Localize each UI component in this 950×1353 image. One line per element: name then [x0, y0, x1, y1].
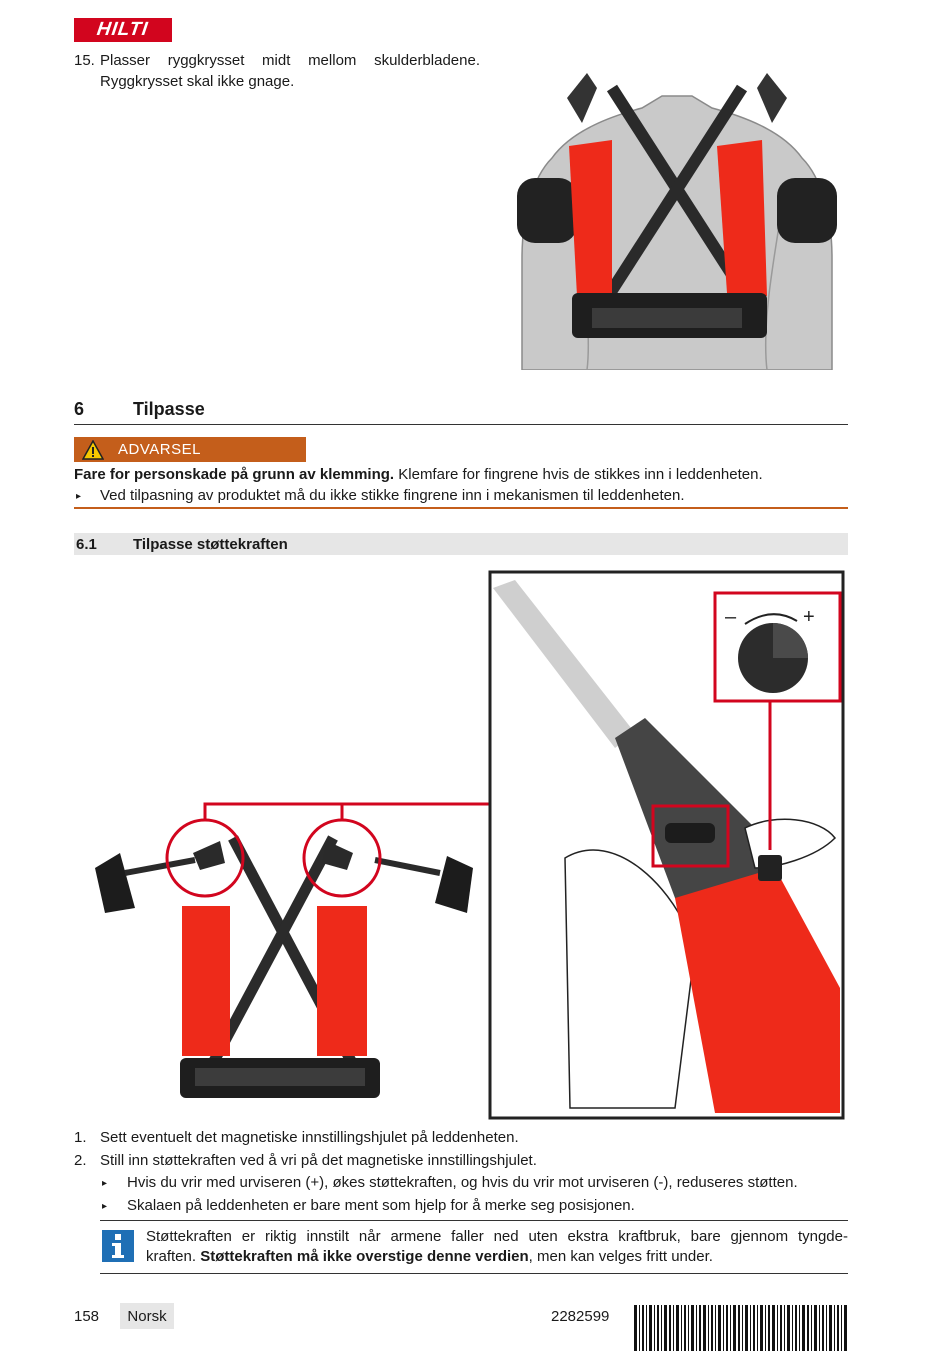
note-bottom-rule — [100, 1273, 848, 1274]
barcode — [634, 1305, 848, 1351]
note-line-2-start: kraften. — [146, 1248, 201, 1265]
section-6-title: Tilpasse — [133, 399, 205, 419]
info-icon — [102, 1230, 134, 1262]
warning-detail: Klemfare for fingrene hvis de stikkes inn i leddenheten. — [394, 466, 763, 483]
language-box — [120, 1303, 174, 1329]
section-6-1-bar — [74, 533, 848, 555]
info-glyph — [108, 1233, 128, 1259]
section-6-1-title: Tilpasse støttekraften — [133, 535, 288, 553]
warning-header — [74, 437, 306, 462]
step-15-line2: Ryggkrysset skal ikke gnage. — [100, 73, 295, 90]
warning-rule — [74, 507, 848, 509]
section-6-1-number: 6.1 — [76, 535, 97, 553]
note-line-2-end: , men kan velges fritt under. — [528, 1248, 713, 1265]
note-line-2-bold: Støttekraften må ikke overstige denne verdien — [200, 1248, 529, 1265]
dial-plus-label: + — [803, 606, 815, 628]
language-label: Norsk — [127, 1307, 167, 1325]
section-6-number: 6 — [74, 399, 85, 419]
step-2-text: Still inn støttekraften ved å vri på det magnetiske innstillingshjulet. — [100, 1152, 537, 1169]
adjustment-figure — [75, 568, 850, 1123]
sub-bullet-2-text: Skalaen på leddenheten er bare ment som hjelp for å merke seg posisjonen. — [127, 1197, 635, 1214]
brand-text: HILTI — [96, 19, 151, 40]
hilti-logo — [74, 18, 172, 42]
joint-closeup-panel — [490, 572, 843, 1118]
step-2-number: 2. — [74, 1152, 87, 1169]
note-line-2 — [146, 1246, 713, 1267]
warning-label: ADVARSEL — [118, 441, 201, 458]
step-15-number: 15. — [74, 52, 95, 69]
warning-headline: Fare for personskade på grunn av klemming. — [74, 466, 395, 483]
sub-bullet-2-icon: ▸ — [102, 1201, 108, 1212]
step-1-text: Sett eventuelt det magnetiske innstillingshjulet på leddenheten. — [100, 1129, 519, 1146]
harness-front-view — [95, 820, 473, 1098]
warning-triangle-icon — [82, 440, 104, 460]
dial-minus-label: – — [725, 606, 737, 628]
note-line-1: Støttekraften er riktig innstilt når armene faller ned uten ekstra kraftbruk, bare gjennom tyngde- — [146, 1228, 848, 1245]
back-view-illustration — [512, 68, 842, 370]
doc-number: 2282599 — [551, 1308, 610, 1325]
step-15-line1: Plasser ryggkrysset midt mellom skulderbladene. — [100, 52, 480, 69]
page-number: 158 — [74, 1308, 100, 1325]
warning-text — [74, 464, 854, 485]
warning-bullet-icon: ▸ — [76, 491, 82, 502]
sub-bullet-1-icon: ▸ — [102, 1178, 108, 1189]
section-6-rule — [74, 424, 848, 425]
sub-bullet-1-text: Hvis du vrir med urviseren (+), økes støttekraften, og hvis du vrir mot urviseren (-), reduseres støtten. — [127, 1174, 798, 1191]
step-1-number: 1. — [74, 1129, 87, 1146]
warning-bullet-text: Ved tilpasning av produktet må du ikke stikke fingrene inn i mekanismen til leddenheten. — [100, 487, 685, 504]
note-top-rule — [100, 1220, 848, 1221]
